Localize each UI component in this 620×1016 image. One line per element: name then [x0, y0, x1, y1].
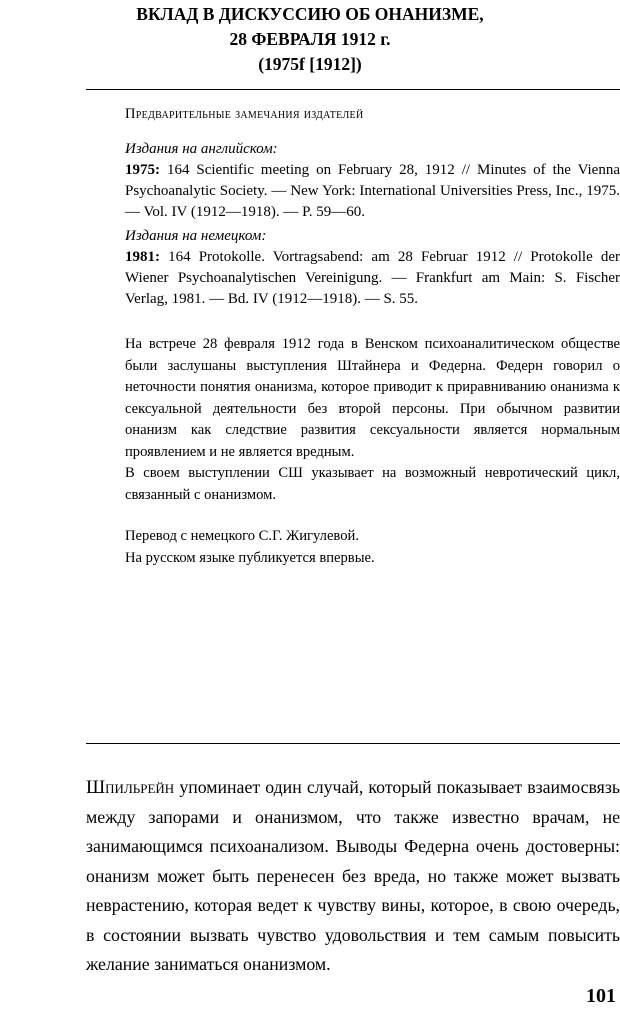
translation-notes — [125, 526, 620, 569]
chapter-title-line-2: 28 ФЕВРАЛЯ 1912 г. — [229, 29, 391, 49]
chapter-title — [80, 2, 540, 77]
editor-summary-paragraph-2: В своем выступлении СШ указывает на возможный невротический цикл, связанный с онанизмом. — [125, 465, 620, 503]
german-edition-text: 164 Protokolle. Vortragsabend: am 28 Februar 1912 // Protokolle der Wiener Psychoanalytischen Vereinigung. — Frankfurt am Main: S. Fischer Verlag, 1981. — Bd. IV (1912—1918). — S. 55. — [125, 249, 620, 307]
top-divider — [86, 89, 620, 90]
main-first-word: Шпильрейн — [86, 777, 175, 798]
english-edition-text: 164 Scientific meeting on February 28, 1912 // Minutes of the Vienna Psychoanalytic Society. — New York: International Universities Press, Inc., 1975. — Vol. IV (1912—1918). — P. 59—60. — [125, 162, 620, 220]
main-body-text: упоминает один случай, который показывает взаимосвязь между запорами и онанизмом, что также известно врачам, не занимающимся психоанализом. Выводы Федерна очень достоверны: онанизм может быть перенесен без вреда, но также может вызвать неврастению, которая ведет к чувству вины, которое, в свою очередь, в состоянии вызвать чувство удовольствия и тем самым повысить желание заниматься онанизмом. — [86, 777, 620, 974]
english-editions-label: Издания на английском: — [125, 141, 278, 157]
english-edition-year: 1975: — [125, 162, 160, 178]
main-text — [86, 773, 620, 980]
first-publication-note: На русском языке публикуется впервые. — [125, 549, 375, 566]
german-edition-year: 1981: — [125, 249, 160, 265]
main-paragraph — [86, 773, 620, 980]
translation-credit: Перевод с немецкого С.Г. Жигулевой. — [125, 528, 359, 544]
german-editions-label: Издания на немецком: — [125, 228, 267, 244]
editor-notes — [125, 104, 620, 569]
chapter-title-line-3: (1975f [1912]) — [258, 54, 362, 74]
editor-summary — [125, 334, 620, 506]
editor-summary-paragraph-1: На встрече 28 февраля 1912 года в Венском психоаналитическом обществе были заслушаны выступления Штайнера и Федерна. Федерн говорил о неточности понятия онанизма, которое приводит к приравниванию онанизма к сексуальной деятельности без второй персоны. При обычном развитии онанизм как следствие развития сексуальности является нормальным проявлением и не является вредным. — [125, 336, 620, 460]
bottom-divider — [86, 743, 620, 744]
editor-notes-heading: Предварительные замечания издателей — [125, 106, 364, 122]
chapter-title-line-1: ВКЛАД В ДИСКУССИЮ ОБ ОНАНИЗМЕ, — [136, 4, 484, 24]
english-edition-entry — [125, 160, 620, 223]
german-edition-entry — [125, 247, 620, 310]
page-number: 101 — [586, 985, 616, 1007]
